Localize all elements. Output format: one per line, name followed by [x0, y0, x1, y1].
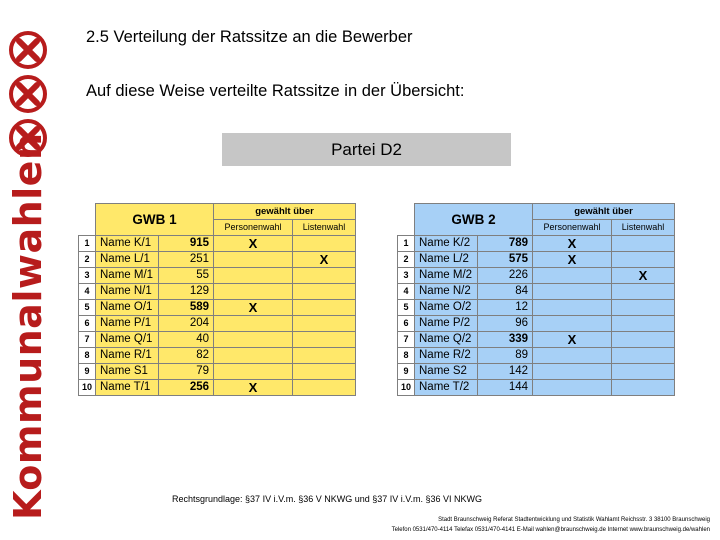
legal-basis: Rechtsgrundlage: §37 IV i.V.m. §36 V NKWG und §37 IV i.V.m. §36 VI NKWG: [172, 494, 482, 504]
ballot-cross-icon: [8, 74, 48, 114]
listenwahl-mark: [293, 268, 356, 284]
personenwahl-mark: [533, 348, 612, 364]
candidate-name: Name L/2: [415, 252, 478, 268]
table-row: [398, 300, 675, 316]
table-row: [79, 252, 356, 268]
vote-count: 84: [478, 284, 533, 300]
candidate-name: Name S1: [96, 364, 159, 380]
table-row: [398, 380, 675, 396]
vote-count: 12: [478, 300, 533, 316]
personenwahl-mark: X: [533, 332, 612, 348]
personenwahl-mark: [214, 316, 293, 332]
vote-count: 79: [159, 364, 214, 380]
rank: 5: [79, 300, 96, 316]
candidate-name: Name T/1: [96, 380, 159, 396]
rank: 5: [398, 300, 415, 316]
personenwahl-mark: X: [214, 236, 293, 252]
table-row: [79, 348, 356, 364]
table-row: [79, 364, 356, 380]
footer: [392, 515, 710, 535]
table-row: [79, 284, 356, 300]
personenwahl-mark: [214, 332, 293, 348]
vote-count: 789: [478, 236, 533, 252]
rank: 3: [398, 268, 415, 284]
listenwahl-mark: [612, 348, 675, 364]
listenwahl-mark: [612, 300, 675, 316]
party-label: Partei D2: [222, 133, 511, 166]
vote-count: 256: [159, 380, 214, 396]
vote-count: 575: [478, 252, 533, 268]
personenwahl-mark: [214, 364, 293, 380]
listenwahl-mark: X: [293, 252, 356, 268]
vote-count: 589: [159, 300, 214, 316]
listenwahl-mark: [612, 364, 675, 380]
vote-count: 251: [159, 252, 214, 268]
ballot-cross-icon: [8, 30, 48, 70]
candidate-name: Name R/1: [96, 348, 159, 364]
personenwahl-mark: [214, 252, 293, 268]
gwb1-elected-via: gewählt über: [214, 204, 356, 220]
listenwahl-mark: [612, 284, 675, 300]
rank: 9: [79, 364, 96, 380]
rank: 6: [79, 316, 96, 332]
candidate-name: Name K/2: [415, 236, 478, 252]
personenwahl-mark: [533, 268, 612, 284]
table-row: [79, 236, 356, 252]
personenwahl-mark: [533, 380, 612, 396]
rank: 10: [398, 380, 415, 396]
table-row: [398, 236, 675, 252]
rank: 10: [79, 380, 96, 396]
listenwahl-mark: [293, 236, 356, 252]
gwb2-col-list: Listenwahl: [612, 220, 675, 236]
candidate-name: Name T/2: [415, 380, 478, 396]
rank: 2: [79, 252, 96, 268]
vote-count: 96: [478, 316, 533, 332]
personenwahl-mark: [533, 364, 612, 380]
listenwahl-mark: [293, 380, 356, 396]
rank: 9: [398, 364, 415, 380]
table-row: [398, 252, 675, 268]
gwb2-title: GWB 2: [415, 204, 533, 236]
table-row: [79, 380, 356, 396]
candidate-name: Name S2: [415, 364, 478, 380]
vote-count: 226: [478, 268, 533, 284]
listenwahl-mark: [293, 316, 356, 332]
rank: 6: [398, 316, 415, 332]
table-row: [398, 316, 675, 332]
candidate-name: Name O/1: [96, 300, 159, 316]
personenwahl-mark: X: [533, 236, 612, 252]
listenwahl-mark: [293, 284, 356, 300]
rank: 3: [79, 268, 96, 284]
gwb1-title: GWB 1: [96, 204, 214, 236]
rank: 4: [398, 284, 415, 300]
listenwahl-mark: [612, 332, 675, 348]
vote-count: 40: [159, 332, 214, 348]
candidate-name: Name P/1: [96, 316, 159, 332]
table-row: [79, 316, 356, 332]
table-row: [398, 364, 675, 380]
listenwahl-mark: [612, 252, 675, 268]
listenwahl-mark: [293, 300, 356, 316]
gwb1-col-list: Listenwahl: [293, 220, 356, 236]
listenwahl-mark: [293, 364, 356, 380]
personenwahl-mark: [214, 268, 293, 284]
candidate-name: Name O/2: [415, 300, 478, 316]
vote-count: 129: [159, 284, 214, 300]
vote-count: 55: [159, 268, 214, 284]
listenwahl-mark: [612, 380, 675, 396]
table-row: [398, 284, 675, 300]
personenwahl-mark: [533, 316, 612, 332]
gwb2-col-person: Personenwahl: [533, 220, 612, 236]
vertical-title: Kommunalwahlen: [6, 132, 50, 520]
personenwahl-mark: X: [214, 300, 293, 316]
footer-address: Stadt Braunschweig Referat Stadtentwicklung und Statistik Wahlamt Reichsstr. 3 38100 Braunschweig: [438, 517, 710, 523]
candidate-name: Name M/1: [96, 268, 159, 284]
listenwahl-mark: [293, 348, 356, 364]
table-row: [79, 268, 356, 284]
gwb1-col-person: Personenwahl: [214, 220, 293, 236]
candidate-name: Name N/2: [415, 284, 478, 300]
personenwahl-mark: [214, 348, 293, 364]
listenwahl-mark: X: [612, 268, 675, 284]
candidate-name: Name R/2: [415, 348, 478, 364]
vote-count: 915: [159, 236, 214, 252]
intro-text: Auf diese Weise verteilte Ratssitze in der Übersicht:: [86, 82, 465, 100]
gwb2-elected-via: gewählt über: [533, 204, 675, 220]
rank: 1: [79, 236, 96, 252]
personenwahl-mark: [214, 284, 293, 300]
table-row: [398, 268, 675, 284]
table-row: [398, 348, 675, 364]
page-title: 2.5 Verteilung der Ratssitze an die Bewerber: [86, 28, 413, 46]
table-row: [79, 300, 356, 316]
rank: 4: [79, 284, 96, 300]
vote-count: 142: [478, 364, 533, 380]
vote-count: 144: [478, 380, 533, 396]
candidate-name: Name L/1: [96, 252, 159, 268]
rank: 2: [398, 252, 415, 268]
personenwahl-mark: [533, 284, 612, 300]
candidate-name: Name N/1: [96, 284, 159, 300]
listenwahl-mark: [293, 332, 356, 348]
gwb1-table: [78, 203, 356, 396]
rank: 7: [398, 332, 415, 348]
personenwahl-mark: X: [533, 252, 612, 268]
listenwahl-mark: [612, 236, 675, 252]
candidate-name: Name P/2: [415, 316, 478, 332]
vote-count: 339: [478, 332, 533, 348]
candidate-name: Name K/1: [96, 236, 159, 252]
vote-count: 82: [159, 348, 214, 364]
candidate-name: Name M/2: [415, 268, 478, 284]
rank: 8: [79, 348, 96, 364]
personenwahl-mark: X: [214, 380, 293, 396]
sidebar: [0, 0, 62, 540]
candidate-name: Name Q/2: [415, 332, 478, 348]
table-row: [398, 332, 675, 348]
vote-count: 204: [159, 316, 214, 332]
rank: 7: [79, 332, 96, 348]
rank: 1: [398, 236, 415, 252]
candidate-name: Name Q/1: [96, 332, 159, 348]
vote-count: 89: [478, 348, 533, 364]
footer-contact: Telefon 0531/470-4114 Telefax 0531/470-4141 E-Mail wahlen@braunschweig.de Internet www.braunschweig.de/wahlen: [391, 527, 710, 533]
rank: 8: [398, 348, 415, 364]
personenwahl-mark: [533, 300, 612, 316]
gwb2-table: [397, 203, 675, 396]
table-row: [79, 332, 356, 348]
listenwahl-mark: [612, 316, 675, 332]
